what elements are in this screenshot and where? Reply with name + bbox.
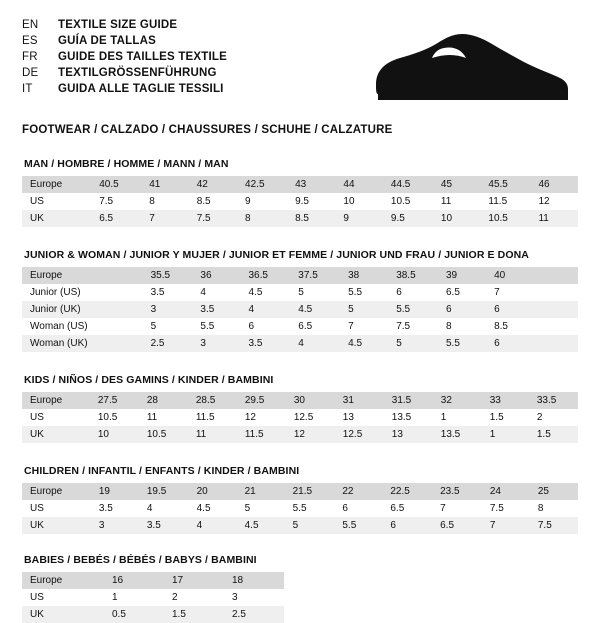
cell: [534, 318, 578, 335]
cell: 8.5: [494, 321, 508, 332]
cell: 9: [335, 210, 382, 227]
cell: 5.5: [388, 301, 438, 318]
cell: 11: [530, 210, 578, 227]
row-label: Junior (US): [30, 287, 81, 298]
cell: 11.5: [488, 196, 508, 207]
document-header: [22, 18, 578, 108]
cell: 6.5: [91, 210, 141, 227]
group-title: BABIES / BEBÉS / BÉBÉS / BABYS / BAMBINI: [24, 554, 257, 566]
cell: 2: [536, 412, 543, 423]
cell: 5.5: [200, 321, 215, 332]
cell: 22: [334, 483, 382, 500]
size-table-children: [22, 483, 578, 534]
table-row: [22, 426, 578, 443]
cell: 3.5: [240, 335, 290, 352]
cell: 7: [440, 503, 446, 514]
cell: 5.5: [334, 517, 382, 534]
table-row: [22, 392, 578, 409]
cell: 6: [396, 287, 402, 298]
table-row: [22, 572, 284, 589]
cell: [99, 335, 143, 352]
cell: 44.5: [383, 176, 433, 193]
cell: 12.5: [335, 426, 384, 443]
cell: 8: [446, 321, 452, 332]
cell: 6: [342, 503, 348, 514]
cell: 0.5: [104, 606, 164, 623]
cell: 10: [433, 210, 480, 227]
cell: 2: [172, 592, 178, 603]
language-row: [22, 18, 227, 33]
cell: [534, 301, 578, 318]
cell: 4.5: [340, 335, 388, 352]
cell: 5: [388, 335, 438, 352]
cell: 10.5: [97, 412, 118, 423]
cell: 7: [348, 321, 354, 332]
row-label: UK: [22, 606, 104, 623]
cell: 6.5: [446, 287, 460, 298]
cell: 29.5: [237, 392, 286, 409]
cell: [99, 284, 143, 301]
table-row: [22, 267, 578, 284]
cell: 40.5: [91, 176, 141, 193]
cell: 42.5: [237, 176, 287, 193]
cell: 6: [382, 517, 432, 534]
table-row: [22, 517, 578, 534]
cell: 3.5: [192, 301, 240, 318]
table-row: [22, 284, 578, 301]
cell: 3.5: [150, 287, 165, 298]
language-code: ES: [22, 35, 38, 47]
footwear-section-title: FOOTWEAR / CALZADO / CHAUSSURES / SCHUHE / CALZATURE: [22, 124, 393, 136]
cell: 2.5: [143, 335, 193, 352]
cell: 4.5: [237, 517, 285, 534]
cell: 7.5: [189, 210, 237, 227]
cell: 1.5: [164, 606, 224, 623]
cell: 7.5: [99, 196, 114, 207]
cell: 36.5: [240, 267, 290, 284]
cell: 12: [538, 196, 550, 207]
cell: 12: [244, 412, 256, 423]
cell: 13: [342, 412, 354, 423]
cell: 7.5: [530, 517, 578, 534]
language-row: [22, 50, 227, 65]
cell: 8: [237, 210, 287, 227]
cell: 35.5: [143, 267, 193, 284]
cell: 45.5: [480, 176, 530, 193]
cell: 1: [482, 426, 529, 443]
cell: 4.5: [290, 301, 340, 318]
cell: 9: [245, 196, 251, 207]
cell: 27.5: [90, 392, 139, 409]
cell: 45: [433, 176, 480, 193]
group-title: MAN / HOMBRE / HOMME / MANN / MAN: [24, 158, 229, 170]
cell: 3: [143, 301, 193, 318]
row-label: Europe: [22, 392, 90, 409]
language-label: TEXTILE SIZE GUIDE: [58, 19, 178, 31]
cell: 11: [146, 412, 158, 423]
language-code: FR: [22, 51, 38, 63]
group-man: [22, 158, 578, 227]
row-label: US: [30, 412, 44, 423]
cell: 37.5: [290, 267, 340, 284]
cell: 1: [440, 412, 447, 423]
cell: 6: [438, 301, 486, 318]
cell: 3.5: [139, 517, 189, 534]
row-label: Europe: [22, 572, 104, 589]
cell: 10.5: [390, 196, 411, 207]
cell: 4: [146, 503, 153, 514]
language-label: TEXTILGRÖSSENFÜHRUNG: [58, 67, 217, 79]
size-table-babies: [22, 572, 284, 623]
row-label: Woman (US): [30, 321, 88, 332]
cell: 7.5: [396, 321, 411, 332]
cell: 6.5: [298, 321, 313, 332]
size-table-junior-woman: [22, 267, 578, 352]
cell: 18: [224, 572, 284, 589]
cell: 32: [433, 392, 482, 409]
table-row: [22, 335, 578, 352]
cell: 3: [192, 335, 240, 352]
cell: [99, 318, 143, 335]
cell: 8: [537, 503, 544, 514]
cell: 44: [335, 176, 382, 193]
row-label: Europe: [22, 176, 91, 193]
cell: 6: [486, 301, 534, 318]
table-row: [22, 176, 578, 193]
table-row: [22, 606, 284, 623]
cell: 8.5: [196, 196, 211, 207]
cell: 5: [340, 301, 388, 318]
language-code: EN: [22, 19, 39, 31]
cell: 4.5: [248, 287, 263, 298]
group-title: CHILDREN / INFANTIL / ENFANTS / KINDER / BAMBINI: [24, 465, 300, 477]
cell: [534, 284, 578, 301]
language-label: GUÍA DE TALLAS: [58, 35, 156, 47]
cell: 19.5: [139, 483, 189, 500]
cell: 39: [438, 267, 486, 284]
cell: 1.5: [529, 426, 578, 443]
cell: 21.5: [285, 483, 335, 500]
cell: 41: [141, 176, 188, 193]
cell: 4.5: [196, 503, 211, 514]
row-label: US: [30, 503, 44, 514]
table-row: [22, 589, 284, 606]
cell: 1: [112, 592, 118, 603]
cell: 22.5: [382, 483, 432, 500]
cell: 6: [248, 321, 255, 332]
cell: 11: [440, 196, 452, 207]
table-row: [22, 193, 578, 210]
cell: 4: [200, 287, 206, 298]
size-table-kids: [22, 392, 578, 443]
cell: 10: [343, 196, 355, 207]
cell: 5: [285, 517, 335, 534]
cell: 4: [290, 335, 340, 352]
language-code: IT: [22, 83, 33, 95]
cell: [99, 267, 143, 284]
cell: 40: [486, 267, 534, 284]
cell: 3: [232, 592, 238, 603]
cell: 5.5: [292, 503, 307, 514]
row-label: US: [30, 196, 44, 207]
language-row: [22, 82, 227, 97]
cell: 30: [286, 392, 335, 409]
dress-shoe-icon: [370, 28, 570, 108]
row-label: US: [30, 592, 44, 603]
cell: 10: [90, 426, 139, 443]
table-row: [22, 409, 578, 426]
cell: 46: [530, 176, 578, 193]
cell: 5: [298, 287, 304, 298]
language-row: [22, 66, 227, 81]
cell: 16: [104, 572, 164, 589]
cell: 10.5: [139, 426, 188, 443]
cell: 4: [189, 517, 237, 534]
cell: 17: [164, 572, 224, 589]
cell: 33: [482, 392, 529, 409]
cell: [534, 267, 578, 284]
cell: 25: [530, 483, 578, 500]
cell: 19: [91, 483, 139, 500]
cell: 28: [139, 392, 188, 409]
cell: 42: [189, 176, 237, 193]
row-label: UK: [22, 517, 91, 534]
cell: 8.5: [287, 210, 335, 227]
cell: 31.5: [384, 392, 433, 409]
cell: 20: [189, 483, 237, 500]
table-row: [22, 318, 578, 335]
cell: 13.5: [391, 412, 412, 423]
size-table-man: [22, 176, 578, 227]
cell: 12: [286, 426, 335, 443]
cell: 7: [482, 517, 530, 534]
cell: 5: [150, 321, 157, 332]
cell: 3: [91, 517, 139, 534]
cell: 23.5: [432, 483, 482, 500]
row-label: Junior (UK): [22, 301, 99, 318]
group-title: KIDS / NIÑOS / DES GAMINS / KINDER / BAMBINI: [24, 374, 274, 386]
language-label: GUIDA ALLE TAGLIE TESSILI: [58, 83, 224, 95]
cell: 6.5: [390, 503, 405, 514]
cell: 9.5: [383, 210, 433, 227]
group-babies: [22, 554, 578, 623]
cell: 13.5: [433, 426, 482, 443]
cell: [99, 301, 143, 318]
cell: 7.5: [489, 503, 504, 514]
cell: 31: [335, 392, 384, 409]
row-label: Europe: [22, 267, 99, 284]
cell: 7: [494, 287, 500, 298]
cell: 11.5: [195, 412, 215, 423]
cell: 10.5: [480, 210, 530, 227]
cell: 5: [244, 503, 251, 514]
cell: 3.5: [98, 503, 113, 514]
cell: 6: [486, 335, 534, 352]
cell: 11: [188, 426, 237, 443]
cell: 12.5: [293, 412, 314, 423]
cell: 2.5: [224, 606, 284, 623]
cell: 38.5: [388, 267, 438, 284]
group-junior-woman: [22, 249, 578, 352]
group-children: [22, 465, 578, 534]
group-kids: [22, 374, 578, 443]
cell: 28.5: [188, 392, 237, 409]
row-label: Europe: [22, 483, 91, 500]
cell: 1.5: [489, 412, 504, 423]
cell: 5.5: [438, 335, 486, 352]
cell: 24: [482, 483, 530, 500]
table-row: [22, 500, 578, 517]
table-row: [22, 301, 578, 318]
cell: 5.5: [348, 287, 363, 298]
table-row: [22, 210, 578, 227]
cell: 6.5: [432, 517, 482, 534]
language-code: DE: [22, 67, 39, 79]
row-label: UK: [22, 426, 90, 443]
cell: 11.5: [237, 426, 286, 443]
row-label: UK: [22, 210, 91, 227]
cell: 43: [287, 176, 335, 193]
cell: 4: [240, 301, 290, 318]
cell: 8: [149, 196, 155, 207]
cell: 36: [192, 267, 240, 284]
cell: 13: [384, 426, 433, 443]
table-row: [22, 483, 578, 500]
row-label: Woman (UK): [22, 335, 99, 352]
language-row: [22, 34, 227, 49]
cell: 33.5: [529, 392, 578, 409]
language-label: GUIDE DES TAILLES TEXTILE: [58, 51, 227, 63]
cell: 21: [237, 483, 285, 500]
cell: 38: [340, 267, 388, 284]
language-list: [22, 18, 227, 98]
group-title: JUNIOR & WOMAN / JUNIOR Y MUJER / JUNIOR ET FEMME / JUNIOR UND FRAU / JUNIOR E DONA: [24, 249, 529, 261]
cell: [534, 335, 578, 352]
cell: 7: [141, 210, 188, 227]
cell: 9.5: [295, 196, 309, 207]
